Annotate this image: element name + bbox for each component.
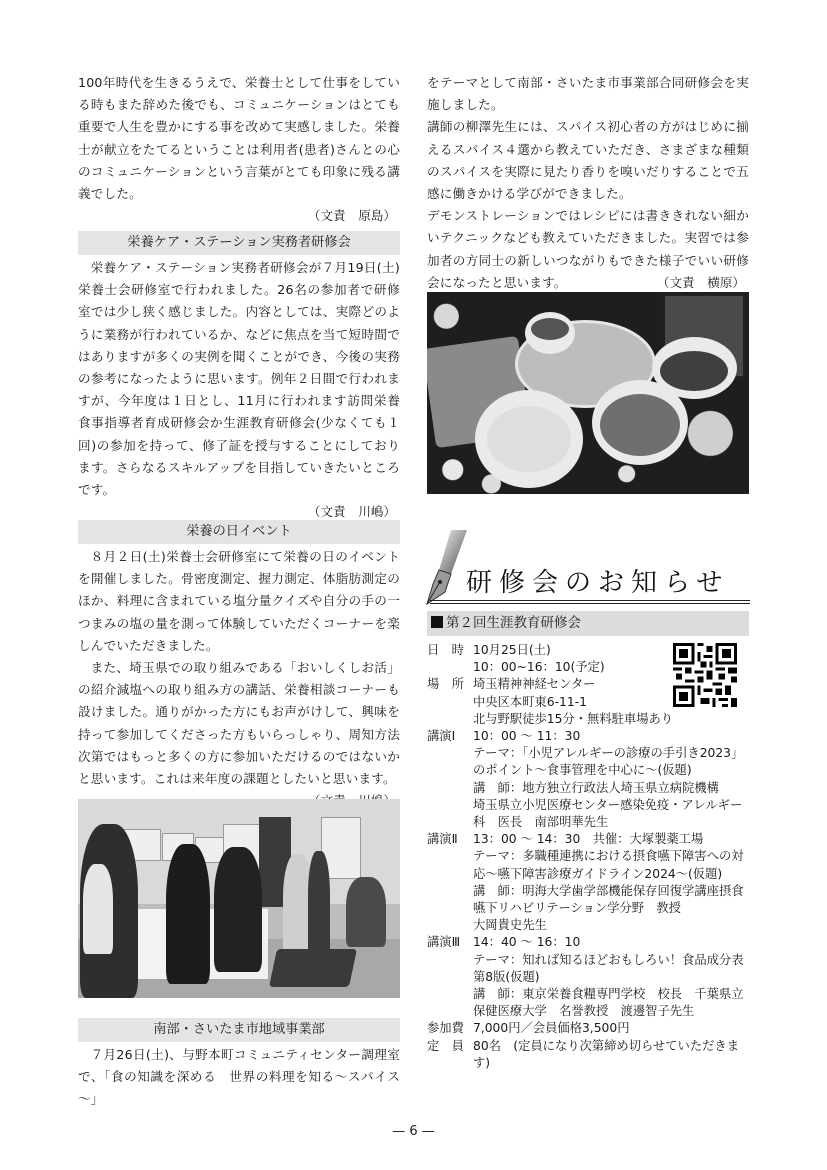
- square-bullet-icon: [431, 616, 443, 628]
- lecture-1-speaker: 埼玉県立小児医療センター感染免疫・アレルギー科 医長 南部明華先生: [473, 797, 743, 830]
- intro-paragraph: 100年時代を生きるうえで、栄養士として仕事をしている時もまた辞めた後でも、コミュニケーションはとても重要で人生を豊かにする事を改めて実感しました。栄養士が献立をたてるということは利用者(患者)さんとの心のコミュニケーションという言葉がとても印象に残る講義でした。: [78, 75, 400, 202]
- lecture-3-theme: テーマ：知れば知るほどおもしろい！食品成分表 第8版(仮題): [473, 952, 756, 984]
- place-access: 北与野駅徒歩15分・無料駐車場あり: [473, 711, 674, 726]
- fee-label: 参加費: [427, 1021, 464, 1036]
- capacity-value: 80名 (定員になり次第締め切らせていただきます): [473, 1038, 740, 1070]
- nutrition-day-section: [78, 520, 400, 812]
- nutrition-day-body-2: また、埼玉県での取り組みである「おいしくしお活」の紹介減塩への取り組み方の講話、栄養相談コーナーも設けました。通りがかった方にもお声がけして、興味を持って参加してくださった方もいらっしゃり、周知方法次第ではもっと多くの方に参加いただけるのではないかと思います。これは来年度の課題としたいと思います。: [78, 660, 400, 787]
- place-name: 埼玉精神神経センター: [473, 677, 596, 692]
- notice-title: 研修会のお知らせ: [466, 568, 730, 598]
- photo-person: [214, 847, 262, 972]
- lecture-1-time: 10：00 ～ 11：30: [473, 729, 581, 744]
- capacity-label: 定 員: [427, 1038, 464, 1053]
- event-title: 第２回生涯教育研修会: [446, 615, 581, 631]
- date-label: 日 時: [427, 643, 464, 657]
- south-saitama-section: [78, 1018, 400, 1111]
- lecture-1-row: [427, 728, 752, 745]
- photo-person: [166, 844, 210, 984]
- care-station-signature: （文責 川嶋）: [307, 504, 396, 520]
- photo-bag: [83, 864, 113, 954]
- lecture-2-time: 13：00 ～ 14：30 共催：大塚製薬工場: [473, 832, 704, 847]
- lecture-2-theme: テーマ：多職種連携における摂食嚥下障害への対応～嚥下障害診療ガイドライン2024～(仮題): [473, 849, 744, 881]
- date-value: 10月25日(土): [473, 643, 551, 657]
- place-label: 場 所: [427, 677, 464, 692]
- time-value: 10：00~16：10(予定): [473, 660, 605, 675]
- fee-row: [427, 1020, 752, 1037]
- continued-body-1: をテーマとして南部・さいたま市事業部合同研修会を実施しました。: [427, 75, 749, 113]
- event-details: [427, 642, 756, 1072]
- lecture-2-speaker: 大岡貴史先生: [473, 918, 547, 933]
- care-station-section: [78, 231, 400, 523]
- title-rule-top: [430, 600, 750, 601]
- place-row: [427, 676, 752, 693]
- event-photo: [78, 799, 400, 998]
- food-photo: [427, 292, 749, 494]
- care-station-body: 栄養ケア・ステーション実務者研修会が７月19日(土)栄養士会研修室で行われました。26名の参加者で研修室では少し狭く感じました。内容としては、実際どのように業務が行われているか、などに焦点を当て短時間ではありますが多くの実例を聞くことができ、今後の実務の参考になったように思います。例年２日間で行われますが、今年度は１日とし、11月に行われます訪問栄養食事指導者育成研修会か生涯教育研修会(少なくても１回)の参加を持って、修了証を授与することにしております。さらなるスキルアップを目指していきたいところです。: [78, 260, 400, 498]
- continued-body-2: 講師の柳澤先生には、スパイス初心者の方がはじめに揃えるスパイス４選から教えていただき、さまざまな種類のスパイスを実際に見たり香りを嗅いだりすることで五感に働きかける学びができました。: [427, 119, 749, 202]
- south-saitama-body: ７月26日(土)、与野本町コミュニティセンター調理室で、「食の知識を深める 世界の料理を知る～スパイス～」: [78, 1047, 400, 1107]
- nutrition-day-body-1: ８月２日(土)栄養士会研修室にて栄養の日のイベントを開催しました。骨密度測定、握力測定、体脂肪測定のほか、料理に含まれている塩分量クイズや自分の手の一つまみの塩の量を測って体験していただくコーナーを楽しんでいただきました。: [78, 549, 400, 653]
- nutrition-day-heading: 栄養の日イベント: [78, 520, 400, 544]
- lecture-1-label: 講演Ⅰ: [427, 729, 456, 744]
- photo-person: [308, 851, 330, 961]
- event-title-bar: [427, 611, 749, 636]
- photo-bowl: [525, 312, 575, 354]
- left-column: [78, 72, 400, 227]
- lecture-1-theme: テーマ：「小児アレルギーの診療の手引き2023」のポイント～食事管理を中心に～(仮題): [473, 746, 744, 778]
- photo-person: [346, 877, 386, 947]
- south-saitama-heading: 南部・さいたま市地域事業部: [78, 1018, 400, 1042]
- fee-value: 7,000円／会員価格3,500円: [473, 1021, 630, 1036]
- page-number: — 6 —: [392, 1124, 435, 1139]
- care-station-heading: 栄養ケア・ステーション実務者研修会: [78, 231, 400, 255]
- photo-bowl-curry: [592, 380, 688, 465]
- capacity-row: [427, 1038, 752, 1072]
- lecture-2-label: 講演Ⅱ: [427, 832, 458, 847]
- continued-body-3: デモンストレーションではレシピには書ききれない細かいテクニックなども教えていただきました。実習では参加者の方同士の新しいつながりもできた様子でいい研修会になったと思います。: [427, 208, 749, 290]
- lecture-2-row: [427, 831, 752, 848]
- title-rule-bottom: [430, 603, 750, 604]
- right-column-continued: [427, 72, 749, 294]
- lecture-3-row: [427, 934, 752, 951]
- continued-signature: （文責 横原）: [656, 275, 745, 291]
- lecture-3-speaker: 講 師：東京栄養食糧専門学校 校長 千葉県立保健医療大学 名誉教授 渡邊智子先生: [473, 987, 744, 1019]
- fountain-pen-icon: [425, 530, 467, 605]
- lecture-1-speaker-org: 講 師：地方独立行政法人埼玉県立病院機構: [473, 780, 719, 795]
- intro-signature: （文責 原島）: [307, 208, 396, 224]
- lecture-3-time: 14：40 ～ 16：10: [473, 935, 581, 950]
- photo-chair: [269, 949, 357, 987]
- date-row: [427, 642, 752, 659]
- photo-bowl-rice: [475, 390, 583, 488]
- lecture-3-label: 講演Ⅲ: [427, 935, 461, 950]
- lecture-2-speaker-org: 講 師：明海大学歯学部機能保存回復学講座摂食嚥下リハビリテーション学分野 教授: [473, 883, 744, 916]
- place-address: 中央区本町東6-11-1: [473, 694, 587, 709]
